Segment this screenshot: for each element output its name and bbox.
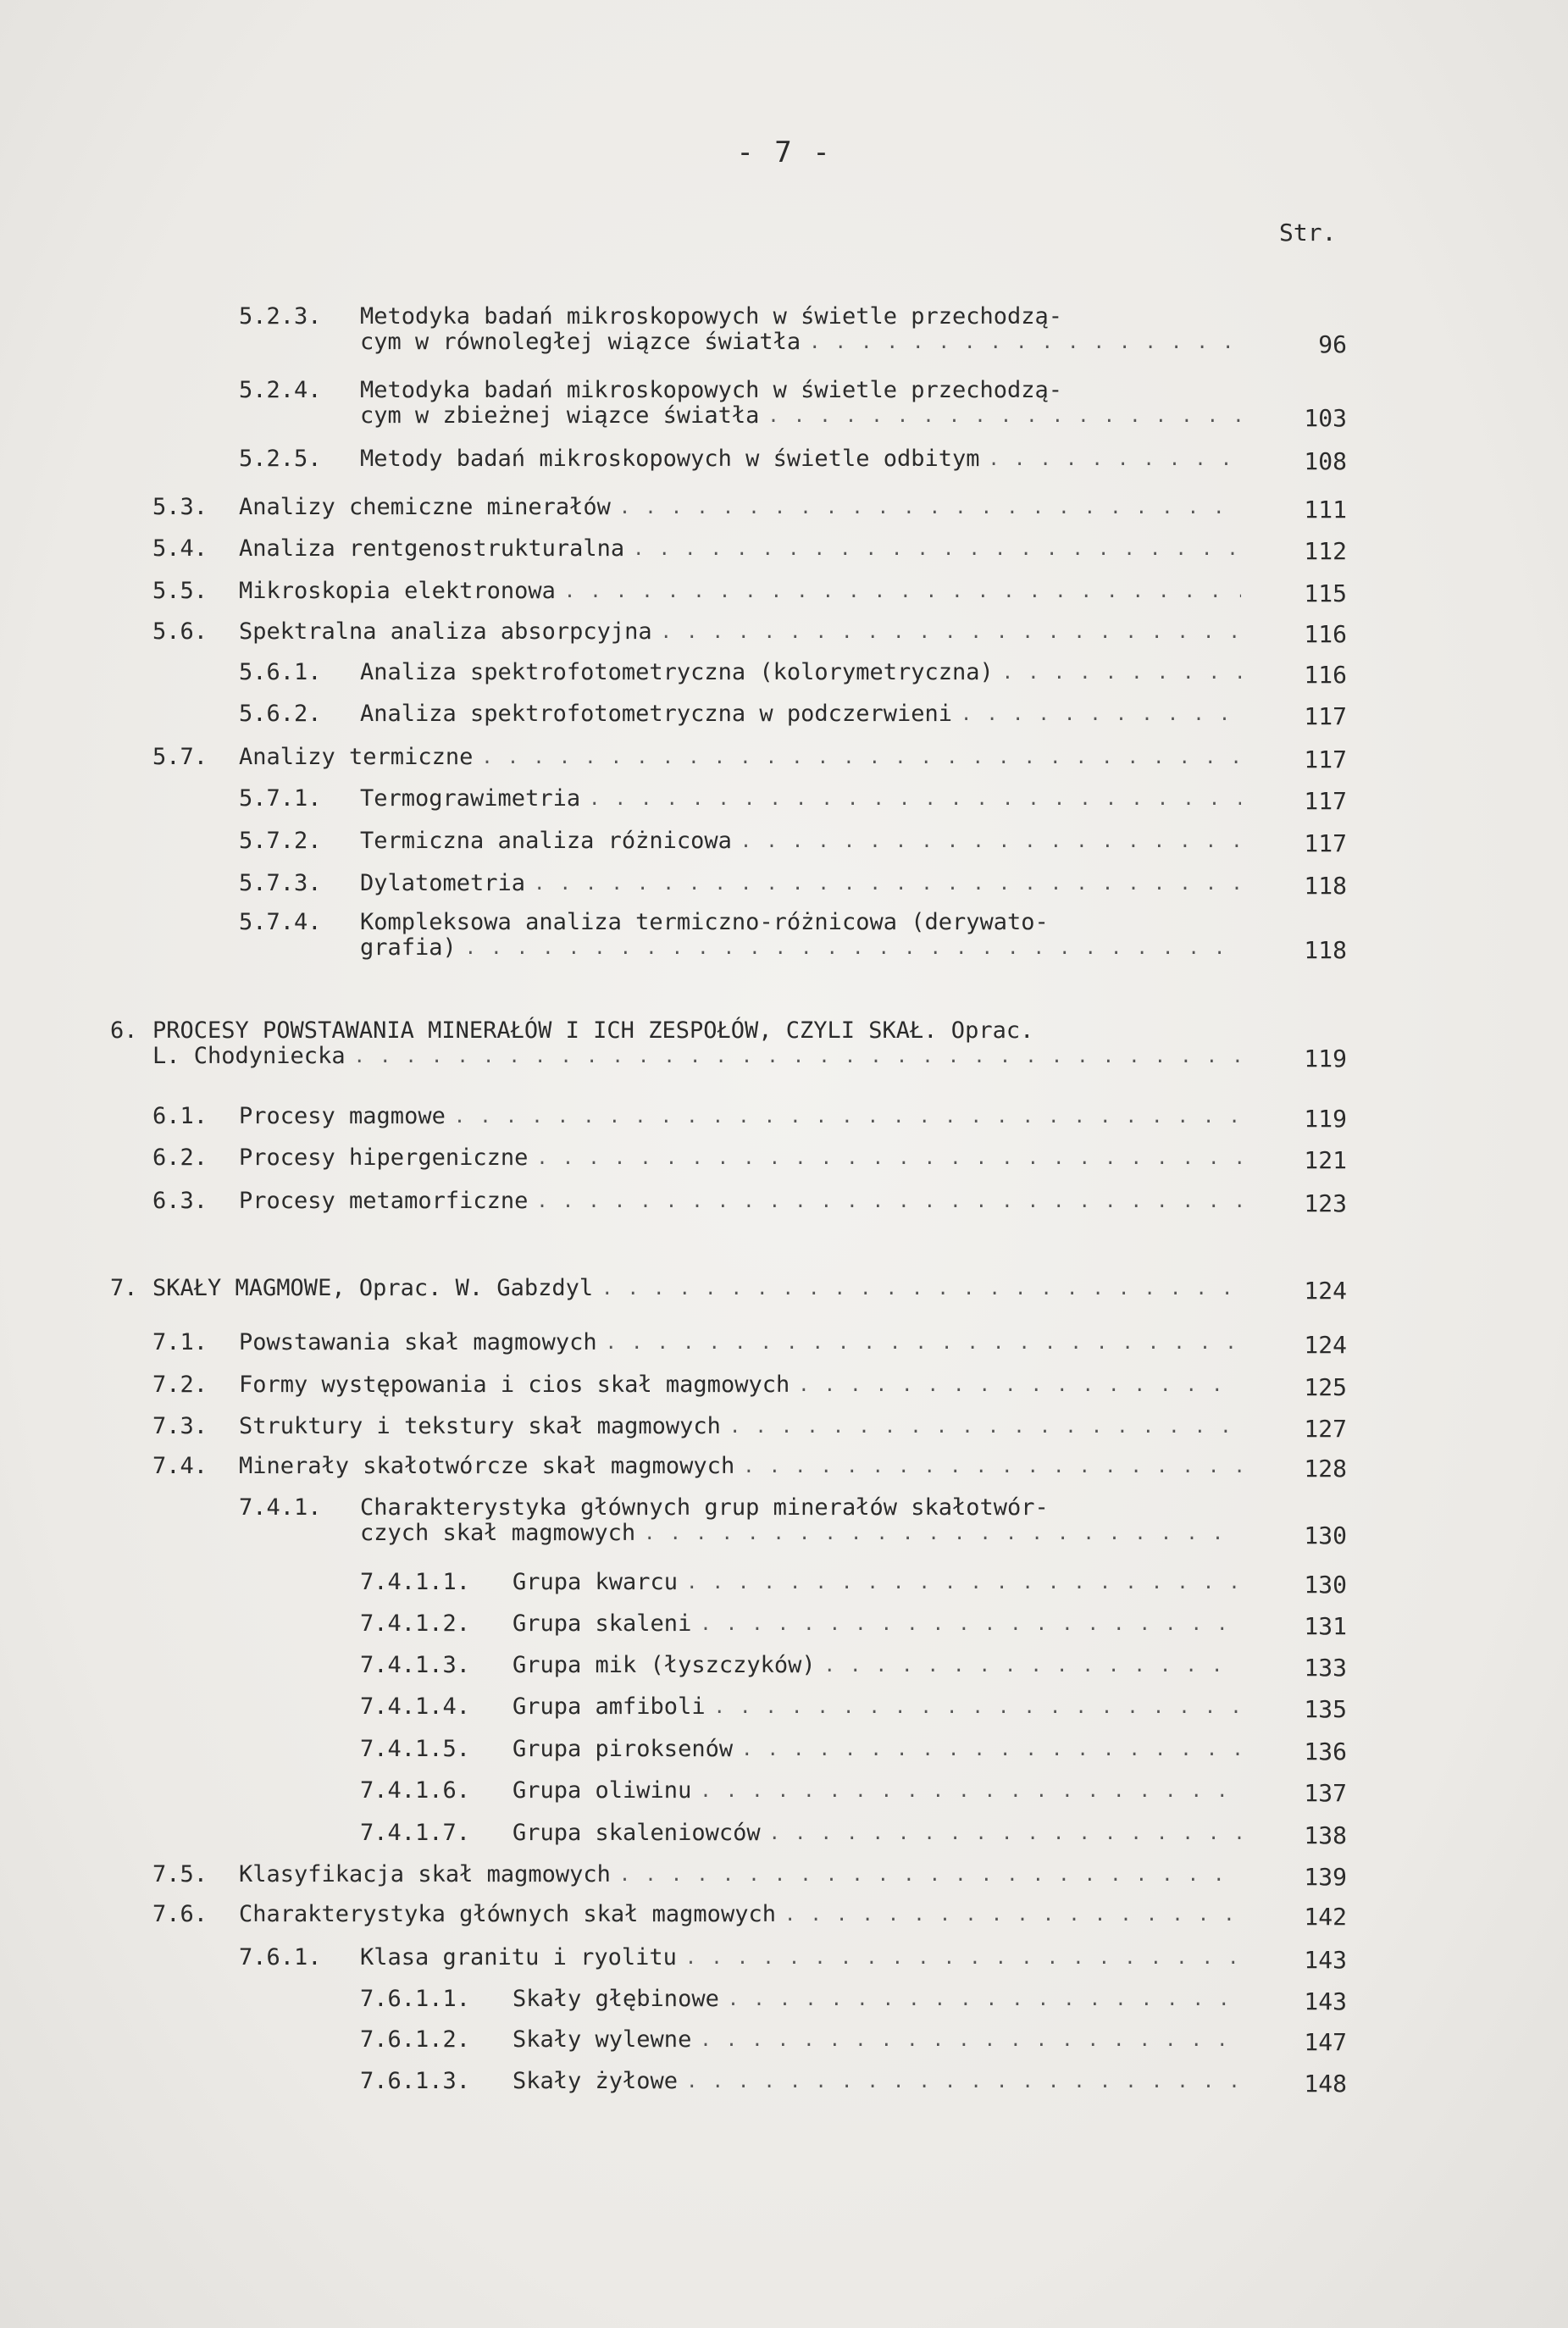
toc-entry-title-line: Procesy magmowe xyxy=(239,1103,446,1129)
toc-entry-title xyxy=(239,579,556,605)
dot-leader xyxy=(534,873,1241,897)
toc-entry-page: 133 xyxy=(1304,1654,1347,1682)
dot-leader xyxy=(354,1046,1241,1070)
dot-leader xyxy=(824,1655,1241,1679)
toc-entry-number: 7.2. xyxy=(152,1372,208,1398)
toc-entry-number: 7.4.1.2. xyxy=(360,1610,471,1637)
toc-entry-page: 117 xyxy=(1304,787,1347,815)
dot-leader xyxy=(481,747,1241,771)
toc-entry-title xyxy=(239,1189,528,1215)
toc-entry-title xyxy=(360,787,580,812)
toc-entry-number: 7.4.1.1. xyxy=(360,1569,471,1595)
toc-entry-title xyxy=(239,1863,611,1888)
toc-entry-page: 117 xyxy=(1304,829,1347,857)
toc-entry-page: 123 xyxy=(1304,1189,1347,1217)
toc-entry-title-line: Metodyka badań mikroskopowych w świetle przechodzą- xyxy=(360,303,1063,330)
toc-entry-title-line: Analizy termiczne xyxy=(239,744,474,770)
toc-entry-number: 5.6.2. xyxy=(239,701,322,727)
toc-entry-number: 7.4.1.4. xyxy=(360,1693,471,1720)
toc-entry-title-line: Mikroskopia elektronowa xyxy=(239,578,556,604)
toc-entry-page: 108 xyxy=(1304,447,1347,475)
dot-leader xyxy=(741,1739,1241,1763)
toc-entry-number: 6.3. xyxy=(152,1188,208,1214)
toc-entry-page: 130 xyxy=(1304,1571,1347,1599)
toc-entry-title-line: Minerały skałotwórcze skał magmowych xyxy=(239,1453,735,1479)
toc-entry-page: 117 xyxy=(1304,746,1347,773)
toc-entry-title xyxy=(513,1821,761,1847)
toc-entry-number: 5.2.3. xyxy=(239,303,322,330)
toc-entry-title xyxy=(239,1105,446,1130)
toc-entry-number: 5.6. xyxy=(152,618,208,645)
toc-entry-page: 131 xyxy=(1304,1612,1347,1640)
toc-entry-title-line: Klasa granitu i ryolitu xyxy=(360,1944,677,1970)
toc-entry-number: 7. xyxy=(110,1275,138,1301)
dot-leader xyxy=(589,789,1241,812)
toc-entry-page: 130 xyxy=(1304,1522,1347,1549)
toc-entry-page: 115 xyxy=(1304,579,1347,607)
toc-entry-number: 7.6.1.1. xyxy=(360,1986,471,2012)
toc-entry-title xyxy=(513,1571,678,1596)
toc-entry-title xyxy=(239,746,473,771)
toc-entry-title-line: grafia) xyxy=(360,934,457,961)
toc-entry-page: 138 xyxy=(1304,1821,1347,1849)
toc-entry-title-line: Procesy metamorficzne xyxy=(239,1188,529,1214)
dot-leader xyxy=(686,1572,1241,1596)
dot-leader xyxy=(465,938,1241,962)
toc-entry-title-line: Spektralna analiza absorpcyjna xyxy=(239,618,652,645)
toc-entry-title xyxy=(360,702,952,728)
toc-entry-title xyxy=(360,661,994,686)
toc-entry-title-line: Grupa kwarcu xyxy=(513,1569,679,1595)
toc-entry-number: 5.7.3. xyxy=(239,870,322,896)
toc-entry-title-line: Grupa skaleni xyxy=(513,1610,692,1637)
toc-entry-number: 7.4.1. xyxy=(239,1494,322,1521)
toc-entry-number: 7.6.1. xyxy=(239,1944,322,1970)
toc-entry-title xyxy=(513,2028,691,2054)
toc-entry-title xyxy=(239,1455,734,1480)
dot-leader xyxy=(769,1823,1241,1847)
toc-entry-number: 7.6. xyxy=(152,1901,208,1927)
dot-leader xyxy=(606,1333,1241,1356)
toc-entry-title xyxy=(239,1331,597,1356)
toc-entry-title-line: Skały żyłowe xyxy=(513,2068,679,2094)
dot-leader xyxy=(633,539,1241,563)
toc-entry-number: 5.3. xyxy=(152,494,208,520)
page-number: - 7 - xyxy=(736,136,832,169)
toc-entry-page: 147 xyxy=(1304,2028,1347,2056)
toc-entry-number: 7.4.1.6. xyxy=(360,1777,471,1804)
dot-leader xyxy=(700,2030,1241,2054)
dot-leader xyxy=(601,1278,1241,1302)
toc-entry-number: 7.3. xyxy=(152,1413,208,1439)
toc-entry-title-line: Analiza spektrofotometryczna w podczerwieni xyxy=(360,701,952,727)
toc-entry-title-line: Struktury i tekstury skał magmowych xyxy=(239,1413,721,1439)
dot-leader xyxy=(661,622,1241,646)
toc-entry-page: 128 xyxy=(1304,1455,1347,1483)
toc-entry-page: 118 xyxy=(1304,936,1347,964)
toc-entry-number: 7.4. xyxy=(152,1453,208,1479)
dot-leader xyxy=(619,1865,1241,1888)
toc-entry-number: 5.4. xyxy=(152,535,208,562)
dot-leader xyxy=(619,497,1241,521)
toc-entry-page: 118 xyxy=(1304,872,1347,900)
toc-entry-title-line: Charakterystyka głównych grup minerałów skałotwór- xyxy=(360,1494,1049,1521)
toc-entry-number: 7.6.1.2. xyxy=(360,2026,471,2053)
toc-entry-title xyxy=(513,1779,691,1804)
dot-leader xyxy=(644,1523,1241,1547)
dot-leader xyxy=(767,406,1241,430)
toc-entry-page: 96 xyxy=(1318,330,1347,358)
dot-leader xyxy=(536,1148,1241,1172)
dot-leader xyxy=(536,1191,1241,1215)
toc-entry-number: 5.7.2. xyxy=(239,828,322,854)
dot-leader xyxy=(700,1614,1241,1638)
toc-entry-number: 6.2. xyxy=(152,1145,208,1171)
toc-entry-page: 143 xyxy=(1304,1946,1347,1974)
toc-entry-title xyxy=(360,829,732,855)
toc-entry-title-line: Metodyka badań mikroskopowych w świetle przechodzą- xyxy=(360,377,1063,403)
toc-entry-title-line: Metody badań mikroskopowych w świetle odbitym xyxy=(360,446,980,472)
toc-entry-page: 103 xyxy=(1304,404,1347,432)
toc-entry-title-line: L. Chodyniecka xyxy=(152,1043,346,1069)
toc-entry-title xyxy=(239,1146,528,1172)
toc-entry-title xyxy=(360,872,525,897)
toc-entry-page: 121 xyxy=(1304,1146,1347,1174)
toc-entry-page: 124 xyxy=(1304,1331,1347,1359)
toc-entry-number: 5.2.4. xyxy=(239,377,322,403)
toc-entry-title-line: Procesy hipergeniczne xyxy=(239,1145,529,1171)
toc-entry-title-line: Charakterystyka głównych skał magmowych xyxy=(239,1901,776,1927)
toc-entry-page: 124 xyxy=(1304,1277,1347,1305)
toc-entry-title-line: Analizy chemiczne minerałów xyxy=(239,494,611,520)
dot-leader xyxy=(714,1697,1241,1721)
dot-leader xyxy=(729,1416,1241,1440)
toc-entry-page: 148 xyxy=(1304,2070,1347,2098)
toc-entry-title xyxy=(239,537,624,563)
toc-entry-number: 5.7.1. xyxy=(239,785,322,812)
toc-entry-title-line: SKAŁY MAGMOWE, Oprac. W. Gabzdyl xyxy=(152,1275,594,1301)
toc-entry-title-line: Termiczna analiza różnicowa xyxy=(360,828,732,854)
dot-leader xyxy=(686,2071,1241,2095)
toc-entry-title xyxy=(239,496,611,521)
dot-leader xyxy=(809,332,1241,356)
toc-entry-page: 116 xyxy=(1304,661,1347,689)
toc-entry-number: 5.7. xyxy=(152,744,208,770)
toc-entry-title xyxy=(513,1987,719,2013)
toc-entry-title-line: Klasyfikacja skał magmowych xyxy=(239,1861,611,1887)
toc-entry-title-line: Grupa amfiboli xyxy=(513,1693,706,1720)
toc-entry-title xyxy=(513,1695,706,1721)
toc-entry-page: 127 xyxy=(1304,1415,1347,1443)
toc-entry-page: 116 xyxy=(1304,620,1347,648)
toc-entry-title-line: Kompleksowa analiza termiczno-różnicowa (derywato- xyxy=(360,909,1049,935)
toc-entry-number: 7.4.1.7. xyxy=(360,1820,471,1846)
toc-entry-title-line: Grupa oliwinu xyxy=(513,1777,692,1804)
toc-entry-number: 6. xyxy=(110,1017,138,1044)
toc-entry-title xyxy=(513,1654,816,1679)
toc-entry-title-line: PROCESY POWSTAWANIA MINERAŁÓW I ICH ZESPOŁÓW, CZYLI SKAŁ. Oprac. xyxy=(152,1017,1034,1044)
toc-entry-title-line: Skały głębinowe xyxy=(513,1986,719,2012)
dot-leader xyxy=(1002,662,1241,686)
toc-entry-title xyxy=(239,1415,721,1440)
dot-leader xyxy=(798,1375,1241,1399)
dot-leader xyxy=(685,1948,1241,1971)
toc-entry-page: 143 xyxy=(1304,1987,1347,2015)
toc-entry-page: 111 xyxy=(1304,496,1347,524)
toc-entry-title-line: Analiza rentgenostrukturalna xyxy=(239,535,625,562)
page-column-label: Str. xyxy=(1279,219,1337,247)
toc-entry-title xyxy=(152,1277,593,1302)
toc-entry-title-line: Grupa piroksenów xyxy=(513,1736,734,1762)
toc-entry-title-line: Grupa skaleniowców xyxy=(513,1820,761,1846)
toc-entry-page: 135 xyxy=(1304,1695,1347,1723)
toc-entry-page: 119 xyxy=(1304,1045,1347,1073)
toc-entry-number: 6.1. xyxy=(152,1103,208,1129)
dot-leader xyxy=(740,831,1241,855)
toc-entry-title xyxy=(239,620,652,646)
dot-leader xyxy=(700,1781,1241,1804)
dot-leader xyxy=(743,1456,1241,1480)
toc-entry-page: 137 xyxy=(1304,1779,1347,1807)
toc-entry-page: 136 xyxy=(1304,1738,1347,1765)
toc-entry-title-line: Analiza spektrofotometryczna (kolorymetryczna) xyxy=(360,659,994,685)
toc-entry-number: 5.7.4. xyxy=(239,909,322,935)
toc-entry-title-line: Skały wylewne xyxy=(513,2026,692,2053)
toc-entry-number: 7.4.1.5. xyxy=(360,1736,471,1762)
toc-entry-title-line: czych skał magmowych xyxy=(360,1520,636,1546)
dot-leader xyxy=(784,1904,1241,1928)
toc-entry-page: 117 xyxy=(1304,702,1347,730)
toc-entry-title xyxy=(239,1373,790,1399)
toc-entry-title-line: Formy występowania i cios skał magmowych xyxy=(239,1372,790,1398)
dot-leader xyxy=(564,581,1241,605)
toc-entry-number: 7.6.1.3. xyxy=(360,2068,471,2094)
toc-entry-title xyxy=(360,447,980,473)
dot-leader xyxy=(961,704,1241,728)
toc-entry-title xyxy=(513,1738,733,1763)
toc-entry-page: 119 xyxy=(1304,1105,1347,1133)
toc-entry-number: 5.6.1. xyxy=(239,659,322,685)
toc-entry-number: 5.2.5. xyxy=(239,446,322,472)
toc-entry-number: 5.5. xyxy=(152,578,208,604)
toc-entry-page: 142 xyxy=(1304,1903,1347,1931)
toc-entry-title xyxy=(513,1612,691,1638)
toc-entry-page: 112 xyxy=(1304,537,1347,565)
toc-entry-title-line: Grupa mik (łyszczyków) xyxy=(513,1652,816,1678)
toc-entry-title-line: cym w równoległej wiązce światła xyxy=(360,329,801,355)
toc-entry-number: 7.1. xyxy=(152,1329,208,1355)
dot-leader xyxy=(728,1989,1241,2013)
toc-entry-title-line: Dylatometria xyxy=(360,870,526,896)
toc-entry-title xyxy=(360,1946,677,1971)
dot-leader xyxy=(454,1106,1241,1130)
toc-entry-page: 139 xyxy=(1304,1863,1347,1891)
toc-entry-title-line: Powstawania skał magmowych xyxy=(239,1329,597,1355)
toc-entry-title xyxy=(239,1903,776,1928)
toc-entry-title xyxy=(513,2070,678,2095)
dot-leader xyxy=(989,449,1242,473)
toc-entry-title-line: Termograwimetria xyxy=(360,785,581,812)
toc-entry-number: 7.4.1.3. xyxy=(360,1652,471,1678)
toc-entry-title-line: cym w zbieżnej wiązce światła xyxy=(360,402,760,429)
toc-entry-page: 125 xyxy=(1304,1373,1347,1401)
toc-entry-number: 7.5. xyxy=(152,1861,208,1887)
